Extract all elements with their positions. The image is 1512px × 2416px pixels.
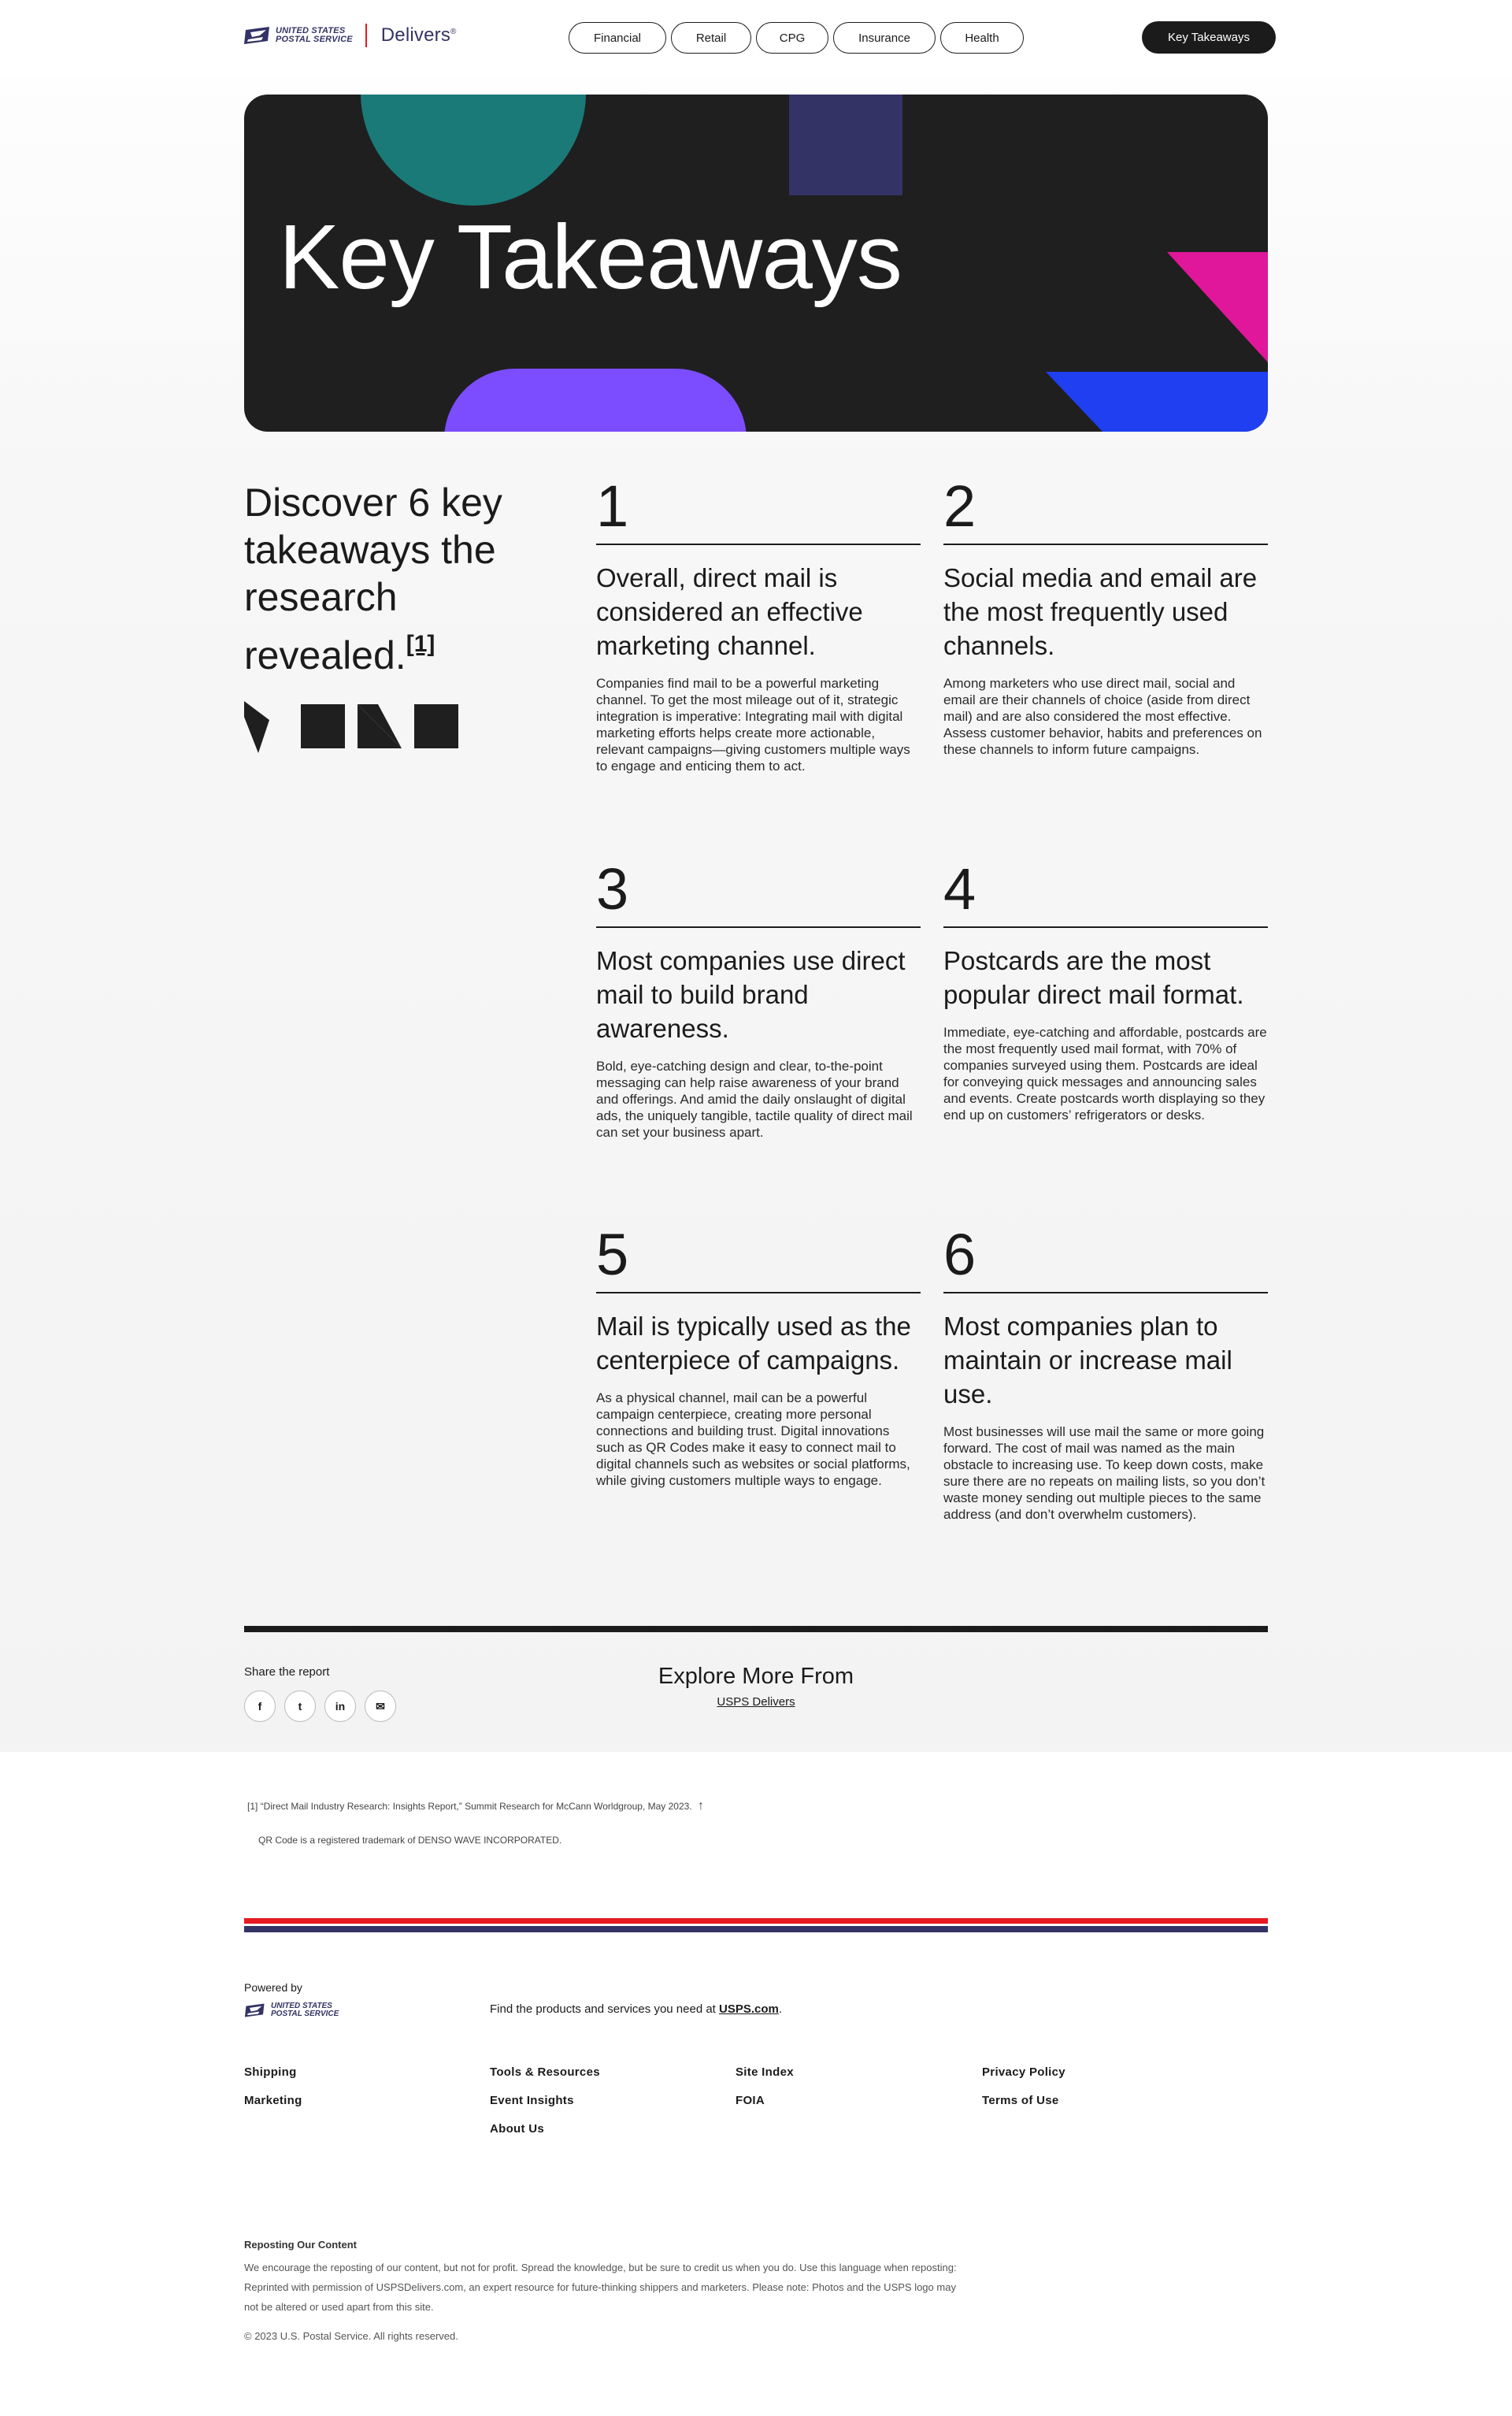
takeaway-heading: Most companies use direct mail to build brand awareness. xyxy=(596,946,906,1043)
footnote-ref-link[interactable]: [1] xyxy=(406,631,435,657)
takeaway-heading: Most companies plan to maintain or increase mail use. xyxy=(943,1312,1232,1408)
footer-link-site-index[interactable]: Site Index xyxy=(736,2065,794,2079)
usps-delivers-link[interactable]: USPS Delivers xyxy=(717,1695,795,1709)
usps-com-link[interactable]: USPS.com xyxy=(719,2002,779,2016)
share-icons xyxy=(244,1690,396,1722)
intro-heading: Discover 6 key takeaways the research revealed.[1] xyxy=(244,481,502,677)
back-to-top-arrow-icon[interactable]: ↑ xyxy=(698,1799,704,1813)
site-header xyxy=(0,0,1512,76)
page-title: Key Takeaways xyxy=(279,206,902,308)
purple-pill-shape xyxy=(444,369,747,432)
takeaway-1 xyxy=(596,473,921,774)
usps-eagle-icon xyxy=(244,25,271,46)
takeaway-number: 4 xyxy=(943,856,976,922)
footer-link-about-us[interactable]: About Us xyxy=(490,2122,545,2136)
nav-pill-insurance[interactable]: Insurance xyxy=(833,22,936,54)
footer-col-3 xyxy=(736,2065,794,2107)
blue-triangle-shape xyxy=(1046,372,1268,432)
footer-link-terms-of-use[interactable]: Terms of Use xyxy=(982,2094,1059,2107)
takeaway-divider xyxy=(596,544,921,545)
linkedin-icon[interactable]: in xyxy=(324,1690,356,1722)
takeaway-number: 5 xyxy=(596,1222,629,1287)
takeaway-4 xyxy=(943,856,1268,1123)
reposting-body: We encourage the reposting of our content, but not for profit. Spread the knowledge, but be sure to credit us when you do. Use this language when reposting: Reprinted with permission of USPSDelivers.com, an expert resource for future-thinking shippers and marketers. Please note: Photos and the USPS logo may not be altered or used apart from this site. xyxy=(244,2262,957,2313)
facebook-icon[interactable]: f xyxy=(244,1690,276,1722)
takeaway-body: Immediate, eye-catching and affordable, postcards are the most frequently used mail format, with 70% of companies surveyed using them. Postcards are ideal for conveying quick messages and announcing sales and events. Create postcards worth displaying so they end up on customers’ refrigerators or desks. xyxy=(943,1025,1267,1123)
takeaway-5 xyxy=(596,1222,921,1489)
hero-banner xyxy=(244,95,1268,432)
qr-trademark-note: QR Code is a registered trademark of DENSO WAVE INCORPORATED. xyxy=(258,1835,562,1846)
takeaway-number: 3 xyxy=(596,856,629,922)
decorative-shapes-icon xyxy=(244,701,465,756)
takeaway-number: 2 xyxy=(943,473,976,539)
takeaway-divider xyxy=(596,926,921,928)
find-products-text: Find the products and services you need at USPS.com. xyxy=(490,2002,783,2016)
usps-delivers-logo[interactable] xyxy=(244,24,457,47)
takeaway-number: 1 xyxy=(596,473,629,539)
footer-link-privacy-policy[interactable]: Privacy Policy xyxy=(982,2065,1065,2079)
usps-wordmark: UNITED STATES POSTAL SERVICE xyxy=(271,2002,339,2018)
footer-col-1 xyxy=(244,2065,302,2107)
takeaway-divider xyxy=(943,926,1268,928)
copyright: © 2023 U.S. Postal Service. All rights reserved. xyxy=(244,2330,458,2342)
takeaway-body: Bold, eye-catching design and clear, to-the-point messaging can help raise awareness of your brand and offerings. And amid the daily onslaught of digital ads, the uniquely tangible, tactile quality of direct mail can set your business apart. xyxy=(596,1059,913,1140)
section-divider xyxy=(244,1626,1268,1632)
email-icon[interactable]: ✉ xyxy=(365,1690,396,1722)
takeaway-divider xyxy=(943,1292,1268,1293)
footer-link-event-insights[interactable]: Event Insights xyxy=(490,2094,574,2107)
magenta-triangle-shape xyxy=(1167,252,1268,362)
teal-semicircle-shape xyxy=(361,95,586,206)
takeaway-heading: Social media and email are the most frequently used channels. xyxy=(943,563,1258,660)
twitter-icon[interactable]: t xyxy=(284,1690,316,1722)
powered-by-label: Powered by xyxy=(244,1981,302,1994)
takeaway-body: Most businesses will use mail the same or more going forward. The cost of mail was named as the main obstacle to increasing use. To keep down costs, make sure there are no repeats on mailing lists, so you don’t waste money sending out multiple pieces to the same address (and don’t overwhelm customers). xyxy=(943,1424,1266,1522)
industry-nav xyxy=(569,22,1024,54)
usps-eagle-icon xyxy=(244,2002,266,2018)
footnote-citation: [1] “Direct Mail Industry Research: Insights Report,” Summit Research for McCann Worldgroup, May 2023. ↑ xyxy=(247,1799,704,1813)
footer-link-shipping[interactable]: Shipping xyxy=(244,2065,297,2079)
nav-pill-financial[interactable]: Financial xyxy=(569,22,666,54)
nav-pill-health[interactable]: Health xyxy=(940,22,1024,54)
usps-wordmark: UNITED STATES POSTAL SERVICE xyxy=(276,26,353,44)
takeaway-body: As a physical channel, mail can be a powerful campaign centerpiece, creating more personal connections and building trust. Digital innovations such as QR Codes make it easy to connect mail to digital channels such as websites or social platforms, while giving customers multiple ways to engage. xyxy=(596,1390,910,1488)
navy-square-shape xyxy=(789,95,902,195)
usps-footer-logo[interactable] xyxy=(244,2002,339,2018)
reposting-title: Reposting Our Content xyxy=(244,2239,357,2251)
takeaway-body: Companies find mail to be a powerful marketing channel. To get the most mileage out of it, strategic integration is imperative: Integrating mail with digital marketing efforts helps create more actionable, relevant campaigns—giving customers multiple ways to engage and enticing them to act. xyxy=(596,676,910,774)
takeaway-heading: Overall, direct mail is considered an effective marketing channel. xyxy=(596,563,863,660)
footer-link-foia[interactable]: FOIA xyxy=(736,2094,765,2107)
footer-col-2 xyxy=(490,2065,600,2136)
red-stripe xyxy=(244,1918,1268,1924)
key-takeaways-button[interactable]: Key Takeaways xyxy=(1142,21,1276,54)
takeaway-3 xyxy=(596,856,921,1141)
nav-pill-retail[interactable]: Retail xyxy=(671,22,751,54)
footer-col-4 xyxy=(982,2065,1065,2107)
takeaway-number: 6 xyxy=(943,1222,976,1287)
footer-link-tools-resources[interactable]: Tools & Resources xyxy=(490,2065,600,2079)
takeaway-divider xyxy=(943,544,1268,545)
takeaway-6 xyxy=(943,1222,1268,1523)
takeaway-divider xyxy=(596,1292,921,1293)
explore-heading: Explore More From xyxy=(658,1664,854,1689)
takeaway-heading: Postcards are the most popular direct mail format. xyxy=(943,946,1244,1009)
takeaway-2 xyxy=(943,473,1268,758)
nav-pill-cpg[interactable]: CPG xyxy=(756,22,828,54)
takeaway-body: Among marketers who use direct mail, social and email are their channels of choice (aside from direct mail) and are also considered the most effective. Assess customer behavior, habits and preferences on these channels to inform future campaigns. xyxy=(943,676,1262,757)
footer-link-marketing[interactable]: Marketing xyxy=(244,2094,302,2107)
takeaway-heading: Mail is typically used as the centerpiece of campaigns. xyxy=(596,1312,911,1375)
share-label: Share the report xyxy=(244,1665,330,1679)
delivers-wordmark: Delivers® xyxy=(380,24,457,46)
logo-divider xyxy=(365,24,367,47)
blue-stripe xyxy=(244,1926,1268,1932)
